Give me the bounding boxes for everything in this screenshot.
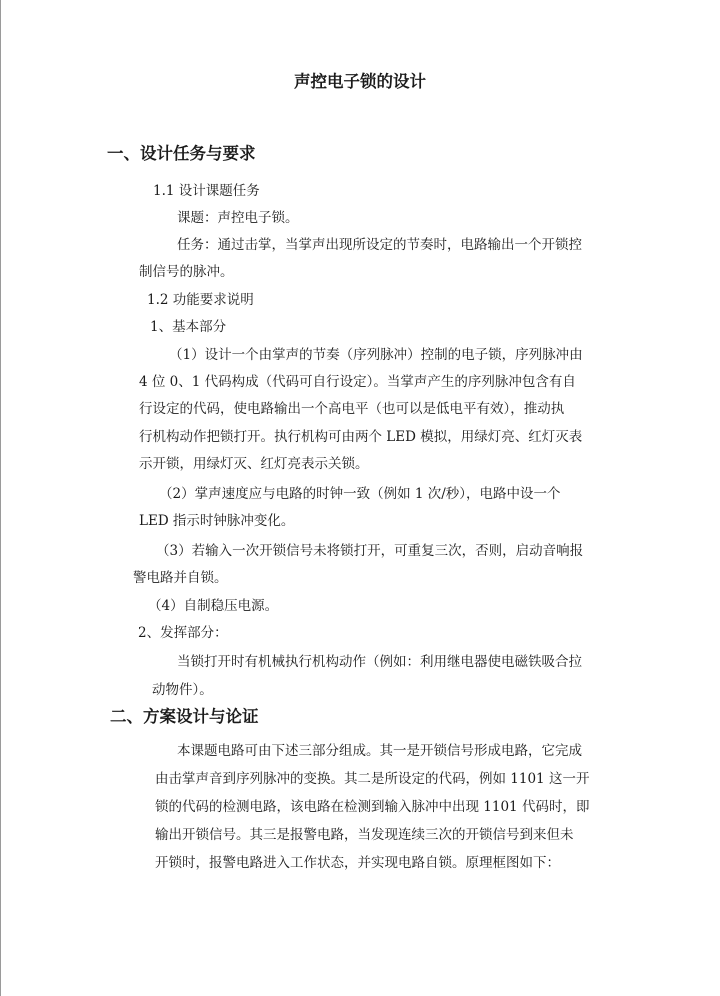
task-line-2: 制信号的脉冲。 <box>139 264 234 280</box>
item-1-line: 行机构动作把锁打开。执行机构可由两个 LED 模拟，用绿灯亮、红灯灭表 <box>139 429 583 445</box>
item-4-line: （4）自制稳压电源。 <box>148 598 279 614</box>
section-2-line: 由击掌声音到序列脉冲的变换。其二是所设定的代码，例如 1101 这一开 <box>155 771 590 787</box>
extended-part-heading: 2、发挥部分： <box>138 625 228 641</box>
extended-line: 动物件）。 <box>152 682 213 698</box>
item-3-line: 警电路并自锁。 <box>133 570 228 586</box>
basic-part-heading: 1、基本部分 <box>150 319 227 335</box>
item-2-line: LED 指示时钟脉冲变化。 <box>139 513 295 529</box>
item-1-line: 4 位 0、1 代码构成（代码可自行设定）。当掌声产生的序列脉冲包含有自 <box>139 374 576 390</box>
item-1-line: （1）设计一个由掌声的节奏（序列脉冲）控制的电子锁，序列脉冲由 <box>169 347 583 363</box>
extended-line: 当锁打开时有机械执行机构动作（例如：利用继电器使电磁铁吸合拉 <box>177 654 582 670</box>
item-1-line: 行设定的代码，使电路输出一个高电平（也可以是低电平有效），推动执 <box>139 401 565 417</box>
item-1-line: 示开锁，用绿灯灭、红灯亮表示关锁。 <box>139 456 369 472</box>
subsection-1-2-heading: 1.2 功能要求说明 <box>147 292 254 308</box>
section-1-heading: 一、设计任务与要求 <box>107 144 256 163</box>
item-3-line: （3）若输入一次开锁信号未将锁打开，可重复三次，否则，启动音响报 <box>156 543 584 559</box>
section-2-line: 输出开锁信号。其三是报警电路，当发现连续三次的开锁信号到来但未 <box>155 827 574 843</box>
task-line-1: 任务：通过击掌，当掌声出现所设定的节奏时，电路输出一个开锁控 <box>177 237 582 253</box>
topic-line: 课题：声控电子锁。 <box>177 210 299 226</box>
section-2-line: 本课题电路可由下述三部分组成。其一是开锁信号形成电路，它完成 <box>177 743 582 759</box>
section-2-line: 开锁时，报警电路进入工作状态，并实现电路自锁。原理框图如下： <box>155 855 560 871</box>
subsection-1-1-heading: 1.1 设计课题任务 <box>153 183 260 199</box>
section-2-line: 锁的代码的检测电路，该电路在检测到输入脉冲中出现 1101 代码时，即 <box>155 799 590 815</box>
document-title: 声控电子锁的设计 <box>294 72 426 91</box>
section-2-heading: 二、方案设计与论证 <box>110 707 259 726</box>
item-2-line: （2）掌声速度应与电路的时钟一致（例如 1 次/秒），电路中设一个 <box>159 486 561 502</box>
